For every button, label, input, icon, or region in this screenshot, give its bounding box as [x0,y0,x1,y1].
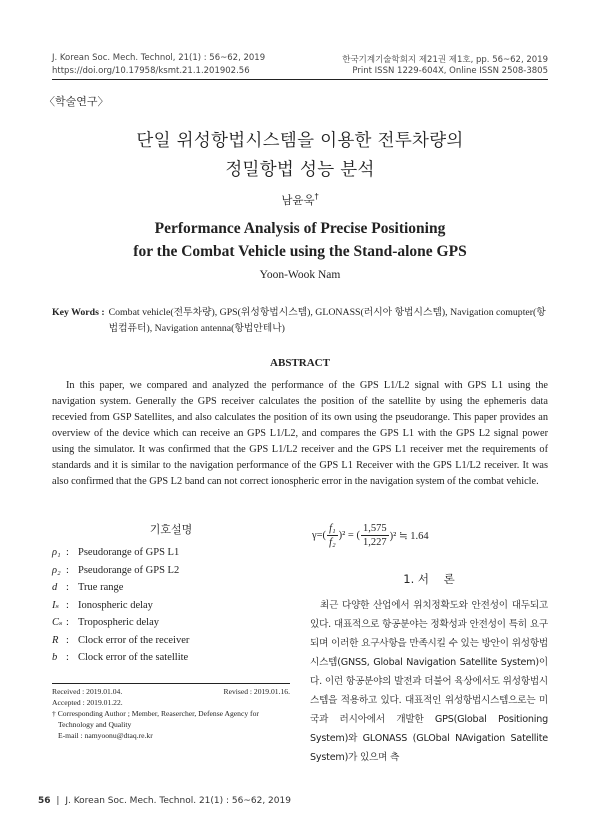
abstract-heading: ABSTRACT [270,357,330,369]
doi-link[interactable]: https://doi.org/10.17958/ksmt.21.1.201902.56 [52,66,250,76]
footer-journal: J. Korean Soc. Mech. Technol. 21(1) : 56~62, 2019 [65,796,291,806]
journal-citation: J. Korean Soc. Mech. Technol, 21(1) : 56~62, 2019 [52,53,266,63]
equation-f1: f₁ [329,523,336,534]
title-english [0,217,600,263]
author-email[interactable]: E-mail : namyoonu@dtaq.re.kr [58,731,153,740]
title-korean-line2: 정밀항법 성능 분석 [225,160,375,180]
title-korean-line1: 단일 위성항법시스템을 이용한 전투차량의 [136,131,464,151]
revised-date: Revised : 2019.01.16. [223,687,290,696]
page-footer [38,796,291,806]
header-divider [52,79,548,80]
nomenclature-item: Cₛ : Tropospheric delay [52,617,159,628]
footnote-block [52,686,290,741]
introduction-text: 최근 다양한 산업에서 위치정확도와 안전성이 대두되고 있다. 대표적으로 항공분야는 정확성과 안전성이 특히 요구되며 이러한 요구사항을 만족시킬 수 있는 방안이 위성항법시스템(GNSS, Global Navigation Satellite System)이다. 이런 항공분야의 발전과 더불어 육상에서도 위성항법시스템을 적용하고 있다. 대표적인 위성항법시스템으로는 미국과 러시아에서 개발한 GPS(Global Positioning System)와 GLONASS (GLObal NAvigation Satellite System)가 있으며 측 [310,600,548,763]
keywords-text: Combat vehicle(전투차량), GPS(위성항법시스템), GLONASS(러시아 항법시스템), Navigation comupter(항법컴퓨터), Navigation antenna(항법안테나) [108,307,546,334]
article-category: 〈학술연구〉 [44,95,109,108]
nomenclature-heading: 기호설명 [149,523,193,536]
nomenclature-item: d : True range [52,582,124,593]
keywords-block [52,305,548,337]
author-korean: 남윤욱† [281,192,319,207]
equation-numerator: 1,575 [362,523,387,534]
title-english-line1: Performance Analysis of Precise Positioning [154,220,446,237]
page-number: 56 [38,796,51,806]
nomenclature-item: b : Clock error of the satellite [52,652,189,663]
equation-denominator: 1,227 [362,537,387,548]
nomenclature-item: R : Clock error of the receiver [52,634,190,646]
section-heading-introduction: 1. 서 론 [403,572,455,586]
nomenclature-item: ρ₂ : Pseudorange of GPS L2 [52,564,180,576]
received-date: Received : 2019.01.04. [52,687,123,696]
abstract-text: In this paper, we compared and analyzed the performance of the GPS L1/L2 signal with GPS L1 using the navigation system. Generally the GPS receiver calculates the position of the satellite by using the ephemeris data recevied from GSP Satellites, and also calculates the position of its own using the pseudorange. This paper provides an overview of the device which can receive an GPS L1/L2, and compares the GPS L1 with the GPS L2 signal power using the simulator. It was confirmed that the GPS L1/L2 receiver and the GPS L1 receiver met the requirements of standards and it is similar to the navigation performance of the GPS L1 Receiver with the GPS L1/L2 receiver. It was also confirmed that the GPS L2 band can not correct ionospheric error in the navigation system of the combat vehicle. [52,380,548,487]
issn-info: Print ISSN 1229-604X, Online ISSN 2508-3805 [352,66,548,76]
nomenclature-list [52,544,290,667]
corresponding-mark: † [314,192,319,202]
footnote-divider [52,683,290,684]
author-english: Yoon-Wook Nam [259,269,341,281]
equation-gamma: γ=( f₁ f₂ )² = ( $\frac{1,575}{1,227}$ )² ≒ 1.64 [312,523,429,548]
title-english-line2: for the Combat Vehicle using the Stand-alone GPS [133,243,467,260]
journal-citation-korean: 한국기계기술학회지 제21권 제1호, pp. 56~62, 2019 [342,55,548,65]
footer-separator: | [56,796,60,806]
corresponding-author: † Corresponding Author ; Member, Reasercher, Defense Agency for Technology and Quality [52,709,259,729]
accepted-date: Accepted : 2019.01.22. [52,698,123,707]
equation-f2: f₂ [329,537,336,548]
keywords-label: Key Words : [52,307,105,318]
title-korean [0,127,600,185]
nomenclature-item: Iₛ : Ionospheric delay [52,599,153,611]
nomenclature-item: ρ₁ : Pseudorange of GPS L1 [52,547,180,558]
